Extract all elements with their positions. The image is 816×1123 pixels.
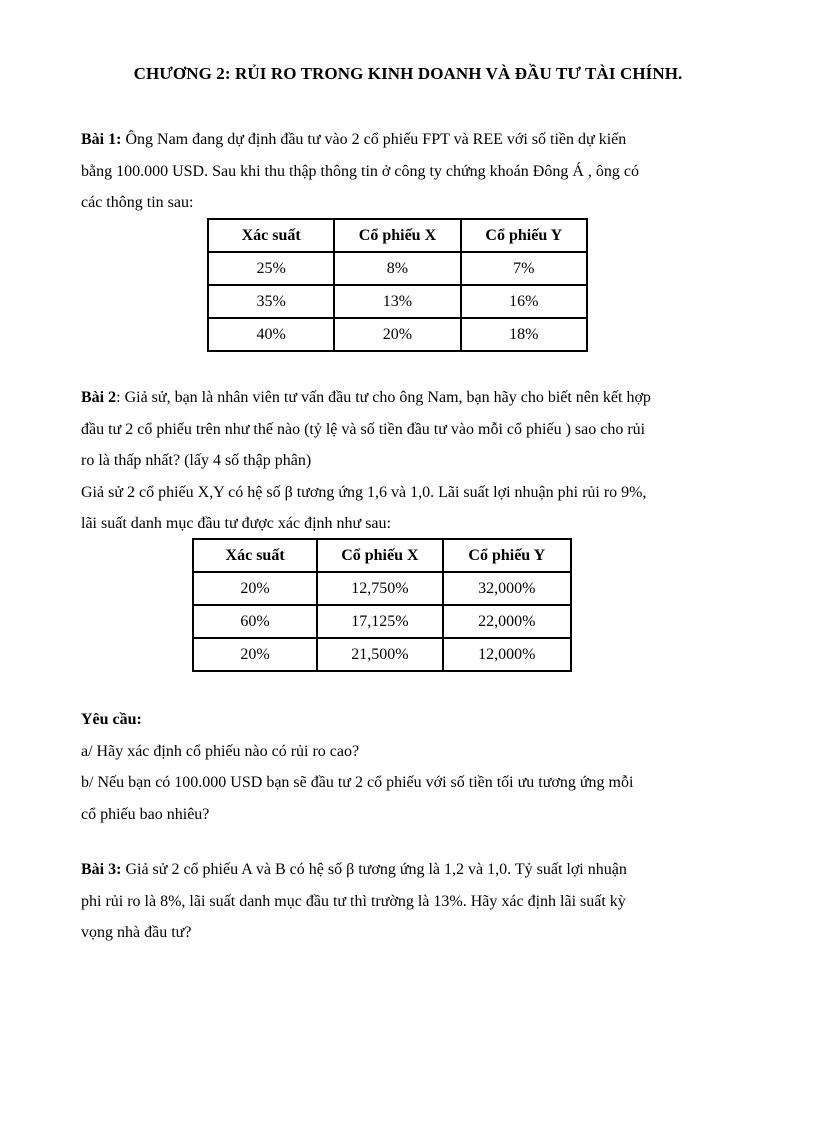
table-cell: 35%	[208, 285, 334, 318]
table-cell: 17,125%	[317, 605, 442, 638]
table1-header-cell: Cổ phiếu Y	[461, 219, 587, 252]
bai3-line-1	[81, 854, 717, 886]
bai3-paragraph	[81, 854, 717, 949]
bai1-label: Bài 1:	[81, 131, 122, 148]
bai3-line-2: phi rủi ro là 8%, lãi suất danh mục đầu tư thì trường là 13%. Hãy xác định lãi suất kỳ	[81, 892, 626, 910]
table-cell: 12,750%	[317, 572, 442, 605]
table-cell: 13%	[334, 285, 460, 318]
table1-header-row	[208, 219, 587, 252]
bai3-line-3: vọng nhà đầu tư?	[81, 924, 192, 941]
bai1-line-2: bằng 100.000 USD. Sau khi thu thập thông tin ở công ty chứng khoán Đông Á , ông có	[81, 162, 639, 180]
table-row	[208, 285, 587, 318]
bai2-line-3: ro là thấp nhất? (lấy 4 số thập phân)	[81, 452, 312, 469]
table2-header-cell: Cổ phiếu X	[317, 539, 442, 572]
table-cell: 32,000%	[443, 572, 571, 605]
bai2-label: Bài 2	[81, 389, 117, 406]
bai1-line-3: các thông tin sau:	[81, 194, 194, 211]
chapter-title: CHƯƠNG 2: RỦI RO TRONG KINH DOANH VÀ ĐẦU TƯ TÀI CHÍNH.	[133, 64, 683, 83]
table-cell: 16%	[461, 285, 587, 318]
table-cell: 60%	[193, 605, 317, 638]
table-row	[208, 318, 587, 351]
table-cell: 20%	[193, 572, 317, 605]
table1-header-cell: Cổ phiếu X	[334, 219, 460, 252]
bai2-line-5: lãi suất danh mục đầu tư được xác định như sau:	[81, 515, 391, 532]
yeu-cau-a: a/ Hãy xác định cổ phiếu nào có rủi ro cao?	[81, 742, 360, 760]
table-cell: 18%	[461, 318, 587, 351]
table-cell: 20%	[193, 638, 317, 671]
table-row	[208, 252, 587, 285]
bai1-paragraph	[81, 124, 717, 219]
bai2-paragraph	[81, 382, 717, 540]
table2-header-row	[193, 539, 571, 572]
table-cell: 8%	[334, 252, 460, 285]
table-cell: 20%	[334, 318, 460, 351]
yeu-cau-section	[81, 704, 717, 830]
table-cell: 25%	[208, 252, 334, 285]
table-cell: 40%	[208, 318, 334, 351]
bai1-text-1: Ông Nam đang dự định đầu tư vào 2 cổ phiếu FPT và REE với số tiền dự kiến	[121, 131, 627, 148]
table-row	[193, 638, 571, 671]
table2-header-cell: Xác suất	[193, 539, 317, 572]
bai2-line-2: đầu tư 2 cổ phiếu trên như thế nào (tỷ lệ và số tiền đầu tư vào mỗi cổ phiếu ) sao cho rủi	[81, 420, 646, 438]
bai1-line-1	[81, 124, 717, 156]
table-probability-returns-2	[192, 538, 572, 672]
bai2-line-1	[81, 382, 717, 414]
bai2-text-1: : Giả sử, bạn là nhân viên tư vấn đầu tư cho ông Nam, bạn hãy cho biết nên kết hợp	[116, 389, 651, 406]
table-cell: 7%	[461, 252, 587, 285]
table-cell: 12,000%	[443, 638, 571, 671]
table-probability-returns-1	[207, 218, 588, 352]
bai3-label: Bài 3:	[81, 861, 122, 878]
table1-header-cell: Xác suất	[208, 219, 334, 252]
yeu-cau-heading: Yêu cầu:	[81, 711, 142, 728]
table2-header-cell: Cổ phiếu Y	[443, 539, 571, 572]
table-row	[193, 572, 571, 605]
table-cell: 21,500%	[317, 638, 442, 671]
bai2-line-4: Giả sử 2 cổ phiếu X,Y có hệ số β tương ứng 1,6 và 1,0. Lãi suất lợi nhuận phi rủi ro 9%,	[81, 483, 647, 501]
table-cell: 22,000%	[443, 605, 571, 638]
table-row	[193, 605, 571, 638]
bai3-text-1: Giả sử 2 cổ phiếu A và B có hệ số β tương ứng là 1,2 và 1,0. Tỷ suất lợi nhuận	[121, 861, 627, 878]
yeu-cau-b-line-1: b/ Nếu bạn có 100.000 USD bạn sẽ đầu tư 2 cổ phiếu với số tiền tối ưu tương ứng mỗi	[81, 774, 634, 791]
yeu-cau-b-line-2: cổ phiếu bao nhiêu?	[81, 805, 210, 823]
